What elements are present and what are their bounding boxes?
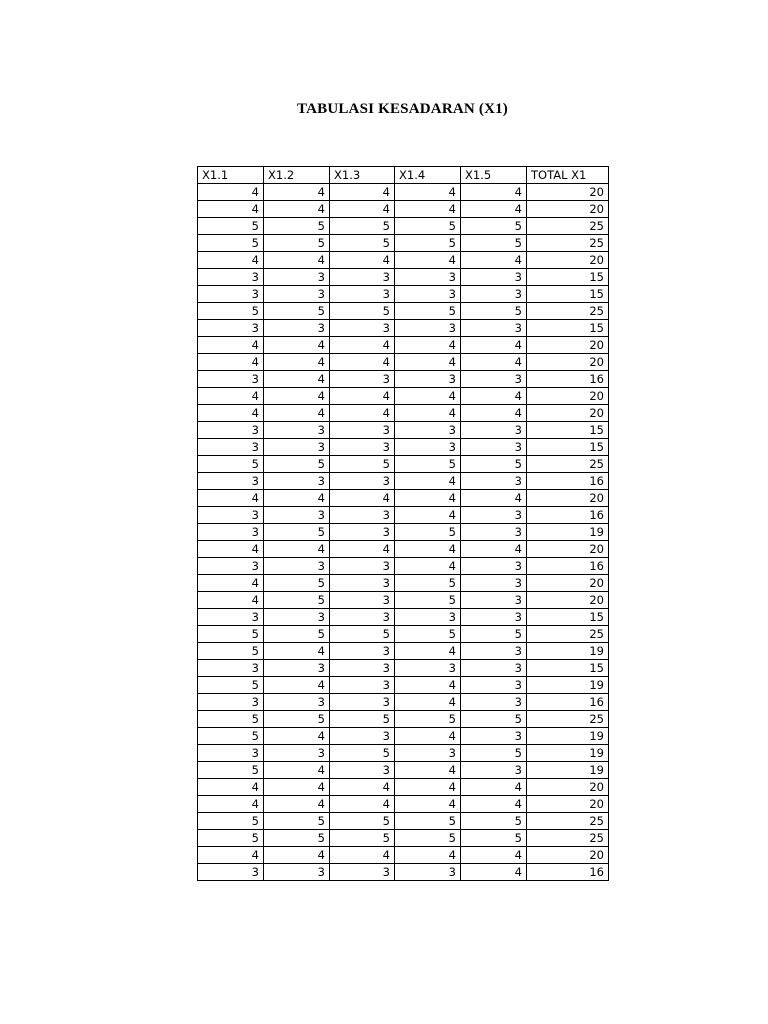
cell-x1-2: 5 [264, 592, 330, 609]
cell-x1-1: 3 [198, 507, 264, 524]
cell-x1-4: 4 [395, 201, 461, 218]
cell-x1-4: 5 [395, 626, 461, 643]
table-row [198, 558, 609, 575]
cell-x1-2: 4 [264, 762, 330, 779]
table-row [198, 473, 609, 490]
cell-x1-2: 3 [264, 286, 330, 303]
cell-x1-3: 3 [330, 473, 395, 490]
table-row [198, 762, 609, 779]
cell-x1-3: 4 [330, 779, 395, 796]
cell-x1-1: 5 [198, 626, 264, 643]
cell-total-x1: 25 [527, 830, 609, 847]
cell-total-x1: 25 [527, 235, 609, 252]
cell-x1-1: 5 [198, 813, 264, 830]
cell-total-x1: 15 [527, 422, 609, 439]
cell-x1-3: 3 [330, 524, 395, 541]
table-row [198, 609, 609, 626]
cell-x1-4: 5 [395, 592, 461, 609]
cell-x1-3: 3 [330, 507, 395, 524]
cell-x1-4: 5 [395, 456, 461, 473]
cell-x1-1: 5 [198, 711, 264, 728]
cell-x1-4: 4 [395, 252, 461, 269]
table-row [198, 371, 609, 388]
cell-x1-3: 4 [330, 490, 395, 507]
cell-x1-2: 3 [264, 660, 330, 677]
cell-x1-2: 5 [264, 218, 330, 235]
cell-x1-1: 3 [198, 286, 264, 303]
cell-x1-5: 3 [461, 422, 527, 439]
cell-x1-5: 4 [461, 847, 527, 864]
table-row [198, 847, 609, 864]
cell-x1-4: 5 [395, 235, 461, 252]
table-header-row [198, 167, 609, 184]
cell-x1-5: 4 [461, 405, 527, 422]
cell-x1-3: 5 [330, 303, 395, 320]
table-row [198, 422, 609, 439]
cell-x1-4: 3 [395, 320, 461, 337]
cell-total-x1: 19 [527, 745, 609, 762]
table-row [198, 235, 609, 252]
cell-x1-1: 4 [198, 184, 264, 201]
cell-x1-2: 3 [264, 609, 330, 626]
cell-x1-4: 3 [395, 422, 461, 439]
table-row [198, 303, 609, 320]
cell-total-x1: 20 [527, 405, 609, 422]
table-row [198, 337, 609, 354]
cell-x1-5: 4 [461, 864, 527, 881]
cell-x1-3: 4 [330, 796, 395, 813]
cell-x1-1: 3 [198, 660, 264, 677]
cell-x1-1: 5 [198, 456, 264, 473]
cell-x1-3: 4 [330, 847, 395, 864]
table-row [198, 388, 609, 405]
cell-x1-4: 4 [395, 762, 461, 779]
table-row [198, 592, 609, 609]
column-header-x1-2: X1.2 [264, 167, 330, 184]
column-header-x1-4: X1.4 [395, 167, 461, 184]
cell-x1-4: 4 [395, 796, 461, 813]
cell-x1-1: 4 [198, 388, 264, 405]
cell-total-x1: 20 [527, 575, 609, 592]
cell-total-x1: 19 [527, 762, 609, 779]
cell-x1-1: 5 [198, 762, 264, 779]
cell-x1-3: 3 [330, 558, 395, 575]
table-row [198, 201, 609, 218]
cell-x1-4: 4 [395, 677, 461, 694]
cell-x1-4: 3 [395, 609, 461, 626]
cell-x1-4: 4 [395, 490, 461, 507]
cell-x1-2: 4 [264, 337, 330, 354]
cell-total-x1: 19 [527, 728, 609, 745]
table-row [198, 456, 609, 473]
cell-x1-1: 3 [198, 558, 264, 575]
cell-x1-3: 3 [330, 592, 395, 609]
table-row [198, 745, 609, 762]
table-row [198, 320, 609, 337]
table-row [198, 507, 609, 524]
cell-x1-2: 4 [264, 371, 330, 388]
cell-x1-2: 4 [264, 728, 330, 745]
cell-x1-4: 5 [395, 303, 461, 320]
cell-total-x1: 16 [527, 473, 609, 490]
table-row [198, 796, 609, 813]
cell-total-x1: 15 [527, 286, 609, 303]
cell-x1-2: 5 [264, 456, 330, 473]
cell-total-x1: 20 [527, 354, 609, 371]
cell-total-x1: 25 [527, 303, 609, 320]
cell-total-x1: 16 [527, 558, 609, 575]
table-row [198, 711, 609, 728]
cell-x1-1: 4 [198, 490, 264, 507]
cell-x1-1: 4 [198, 592, 264, 609]
cell-x1-4: 4 [395, 388, 461, 405]
cell-x1-4: 4 [395, 405, 461, 422]
cell-total-x1: 20 [527, 847, 609, 864]
cell-x1-3: 3 [330, 286, 395, 303]
cell-total-x1: 25 [527, 456, 609, 473]
column-header-x1-5: X1.5 [461, 167, 527, 184]
cell-total-x1: 20 [527, 592, 609, 609]
cell-x1-5: 3 [461, 558, 527, 575]
cell-x1-1: 4 [198, 796, 264, 813]
cell-x1-3: 5 [330, 711, 395, 728]
cell-x1-3: 4 [330, 541, 395, 558]
cell-x1-5: 5 [461, 711, 527, 728]
cell-x1-2: 4 [264, 541, 330, 558]
cell-x1-5: 3 [461, 694, 527, 711]
cell-total-x1: 20 [527, 779, 609, 796]
cell-total-x1: 15 [527, 439, 609, 456]
cell-x1-1: 4 [198, 354, 264, 371]
cell-x1-1: 4 [198, 779, 264, 796]
cell-x1-2: 4 [264, 677, 330, 694]
table-row [198, 830, 609, 847]
cell-total-x1: 16 [527, 371, 609, 388]
cell-x1-5: 3 [461, 677, 527, 694]
cell-x1-4: 4 [395, 847, 461, 864]
cell-x1-1: 3 [198, 609, 264, 626]
cell-x1-3: 3 [330, 422, 395, 439]
cell-x1-5: 5 [461, 813, 527, 830]
cell-total-x1: 19 [527, 677, 609, 694]
cell-x1-1: 4 [198, 405, 264, 422]
cell-x1-4: 5 [395, 575, 461, 592]
table-row [198, 490, 609, 507]
cell-x1-3: 5 [330, 813, 395, 830]
cell-total-x1: 20 [527, 184, 609, 201]
cell-x1-5: 4 [461, 490, 527, 507]
cell-x1-3: 5 [330, 745, 395, 762]
cell-total-x1: 20 [527, 337, 609, 354]
cell-x1-1: 5 [198, 218, 264, 235]
cell-x1-1: 4 [198, 201, 264, 218]
cell-x1-5: 3 [461, 762, 527, 779]
table-row [198, 286, 609, 303]
cell-x1-5: 5 [461, 235, 527, 252]
table-row [198, 575, 609, 592]
cell-x1-5: 4 [461, 337, 527, 354]
column-header-total-x1: TOTAL X1 [527, 167, 609, 184]
cell-x1-3: 3 [330, 575, 395, 592]
cell-x1-5: 3 [461, 575, 527, 592]
cell-x1-3: 3 [330, 643, 395, 660]
cell-x1-5: 3 [461, 643, 527, 660]
cell-x1-2: 5 [264, 711, 330, 728]
cell-x1-3: 4 [330, 405, 395, 422]
cell-x1-4: 5 [395, 218, 461, 235]
cell-x1-5: 3 [461, 320, 527, 337]
cell-x1-4: 5 [395, 830, 461, 847]
cell-x1-4: 3 [395, 660, 461, 677]
cell-x1-2: 4 [264, 354, 330, 371]
cell-x1-5: 5 [461, 303, 527, 320]
cell-x1-4: 3 [395, 269, 461, 286]
cell-x1-1: 3 [198, 524, 264, 541]
cell-x1-3: 3 [330, 864, 395, 881]
cell-x1-2: 4 [264, 252, 330, 269]
cell-x1-5: 3 [461, 609, 527, 626]
cell-x1-5: 4 [461, 541, 527, 558]
table-row [198, 779, 609, 796]
cell-x1-1: 4 [198, 847, 264, 864]
cell-total-x1: 20 [527, 252, 609, 269]
cell-x1-5: 3 [461, 439, 527, 456]
table-row [198, 677, 609, 694]
table-row [198, 218, 609, 235]
cell-x1-1: 3 [198, 320, 264, 337]
cell-x1-1: 3 [198, 473, 264, 490]
cell-total-x1: 15 [527, 320, 609, 337]
cell-x1-4: 4 [395, 507, 461, 524]
table-row [198, 541, 609, 558]
cell-x1-3: 4 [330, 388, 395, 405]
cell-total-x1: 16 [527, 864, 609, 881]
cell-total-x1: 19 [527, 524, 609, 541]
cell-x1-2: 3 [264, 507, 330, 524]
cell-x1-3: 5 [330, 218, 395, 235]
table-row [198, 269, 609, 286]
cell-x1-2: 5 [264, 575, 330, 592]
cell-x1-2: 5 [264, 813, 330, 830]
cell-x1-5: 3 [461, 473, 527, 490]
cell-total-x1: 25 [527, 813, 609, 830]
cell-x1-3: 4 [330, 252, 395, 269]
cell-x1-3: 3 [330, 728, 395, 745]
cell-x1-1: 3 [198, 439, 264, 456]
cell-x1-3: 5 [330, 626, 395, 643]
cell-x1-5: 3 [461, 524, 527, 541]
cell-x1-1: 4 [198, 337, 264, 354]
cell-total-x1: 15 [527, 660, 609, 677]
cell-x1-4: 4 [395, 643, 461, 660]
table-row [198, 439, 609, 456]
cell-total-x1: 25 [527, 626, 609, 643]
cell-x1-5: 5 [461, 218, 527, 235]
cell-x1-2: 4 [264, 388, 330, 405]
column-header-x1-3: X1.3 [330, 167, 395, 184]
cell-x1-2: 4 [264, 643, 330, 660]
cell-x1-2: 5 [264, 524, 330, 541]
table-row [198, 864, 609, 881]
cell-x1-1: 3 [198, 864, 264, 881]
cell-total-x1: 20 [527, 796, 609, 813]
cell-x1-1: 3 [198, 371, 264, 388]
cell-x1-1: 5 [198, 677, 264, 694]
cell-x1-4: 4 [395, 354, 461, 371]
cell-x1-3: 3 [330, 269, 395, 286]
cell-x1-2: 3 [264, 473, 330, 490]
cell-x1-4: 4 [395, 184, 461, 201]
cell-x1-1: 3 [198, 745, 264, 762]
cell-x1-2: 3 [264, 558, 330, 575]
table-row [198, 694, 609, 711]
cell-x1-2: 5 [264, 626, 330, 643]
cell-total-x1: 20 [527, 541, 609, 558]
cell-x1-3: 3 [330, 320, 395, 337]
cell-x1-1: 3 [198, 269, 264, 286]
cell-x1-5: 4 [461, 388, 527, 405]
cell-x1-2: 4 [264, 847, 330, 864]
table-row [198, 626, 609, 643]
cell-x1-4: 4 [395, 779, 461, 796]
cell-x1-4: 4 [395, 473, 461, 490]
page-title: TABULASI KESADARAN (X1) [296, 101, 508, 117]
cell-x1-2: 3 [264, 269, 330, 286]
table-row [198, 728, 609, 745]
cell-x1-4: 4 [395, 694, 461, 711]
cell-total-x1: 16 [527, 507, 609, 524]
cell-x1-5: 5 [461, 745, 527, 762]
cell-x1-2: 3 [264, 864, 330, 881]
cell-total-x1: 19 [527, 643, 609, 660]
cell-x1-4: 4 [395, 558, 461, 575]
table-row [198, 252, 609, 269]
cell-x1-5: 5 [461, 830, 527, 847]
cell-x1-2: 4 [264, 184, 330, 201]
cell-x1-2: 4 [264, 201, 330, 218]
cell-x1-3: 3 [330, 660, 395, 677]
cell-total-x1: 20 [527, 388, 609, 405]
cell-x1-5: 4 [461, 201, 527, 218]
cell-x1-3: 5 [330, 456, 395, 473]
cell-x1-2: 3 [264, 439, 330, 456]
table-body [198, 184, 609, 881]
cell-x1-5: 3 [461, 286, 527, 303]
cell-x1-5: 4 [461, 354, 527, 371]
cell-x1-2: 5 [264, 235, 330, 252]
cell-x1-4: 3 [395, 745, 461, 762]
cell-x1-3: 3 [330, 762, 395, 779]
cell-x1-5: 3 [461, 728, 527, 745]
table-row [198, 354, 609, 371]
cell-x1-4: 3 [395, 286, 461, 303]
cell-x1-1: 5 [198, 643, 264, 660]
cell-x1-3: 4 [330, 337, 395, 354]
cell-total-x1: 16 [527, 694, 609, 711]
cell-x1-2: 4 [264, 405, 330, 422]
cell-x1-2: 4 [264, 490, 330, 507]
cell-x1-5: 3 [461, 269, 527, 286]
cell-x1-5: 3 [461, 371, 527, 388]
cell-x1-3: 5 [330, 830, 395, 847]
cell-x1-4: 4 [395, 728, 461, 745]
cell-x1-2: 3 [264, 745, 330, 762]
cell-x1-2: 3 [264, 320, 330, 337]
cell-x1-4: 4 [395, 337, 461, 354]
cell-total-x1: 25 [527, 711, 609, 728]
cell-x1-3: 3 [330, 694, 395, 711]
cell-x1-3: 5 [330, 235, 395, 252]
cell-x1-1: 4 [198, 575, 264, 592]
table-row [198, 184, 609, 201]
cell-x1-2: 5 [264, 303, 330, 320]
table-row [198, 813, 609, 830]
cell-x1-4: 5 [395, 813, 461, 830]
cell-x1-1: 3 [198, 422, 264, 439]
table-row [198, 643, 609, 660]
cell-x1-4: 3 [395, 864, 461, 881]
cell-x1-1: 5 [198, 303, 264, 320]
cell-x1-2: 4 [264, 779, 330, 796]
cell-total-x1: 25 [527, 218, 609, 235]
cell-x1-3: 3 [330, 609, 395, 626]
cell-x1-3: 4 [330, 201, 395, 218]
column-header-x1-1: X1.1 [198, 167, 264, 184]
cell-x1-5: 3 [461, 660, 527, 677]
cell-x1-5: 3 [461, 592, 527, 609]
cell-x1-1: 5 [198, 235, 264, 252]
cell-x1-4: 3 [395, 439, 461, 456]
cell-x1-4: 4 [395, 541, 461, 558]
cell-total-x1: 15 [527, 269, 609, 286]
cell-x1-5: 4 [461, 252, 527, 269]
cell-x1-3: 3 [330, 371, 395, 388]
cell-x1-5: 4 [461, 796, 527, 813]
cell-x1-5: 4 [461, 779, 527, 796]
cell-x1-3: 4 [330, 354, 395, 371]
cell-total-x1: 20 [527, 490, 609, 507]
cell-x1-2: 4 [264, 796, 330, 813]
cell-x1-1: 4 [198, 252, 264, 269]
cell-x1-2: 3 [264, 422, 330, 439]
table-row [198, 405, 609, 422]
cell-x1-3: 4 [330, 184, 395, 201]
cell-x1-4: 3 [395, 371, 461, 388]
cell-x1-1: 3 [198, 694, 264, 711]
table-row [198, 524, 609, 541]
cell-x1-3: 3 [330, 439, 395, 456]
tabulation-table [197, 166, 609, 881]
cell-x1-4: 5 [395, 711, 461, 728]
cell-total-x1: 15 [527, 609, 609, 626]
cell-x1-1: 4 [198, 541, 264, 558]
table-row [198, 660, 609, 677]
cell-x1-2: 3 [264, 694, 330, 711]
cell-x1-5: 5 [461, 626, 527, 643]
cell-x1-5: 4 [461, 184, 527, 201]
cell-x1-1: 5 [198, 728, 264, 745]
cell-total-x1: 20 [527, 201, 609, 218]
cell-x1-3: 3 [330, 677, 395, 694]
cell-x1-4: 5 [395, 524, 461, 541]
cell-x1-1: 5 [198, 830, 264, 847]
cell-x1-2: 5 [264, 830, 330, 847]
cell-x1-5: 5 [461, 456, 527, 473]
cell-x1-5: 3 [461, 507, 527, 524]
